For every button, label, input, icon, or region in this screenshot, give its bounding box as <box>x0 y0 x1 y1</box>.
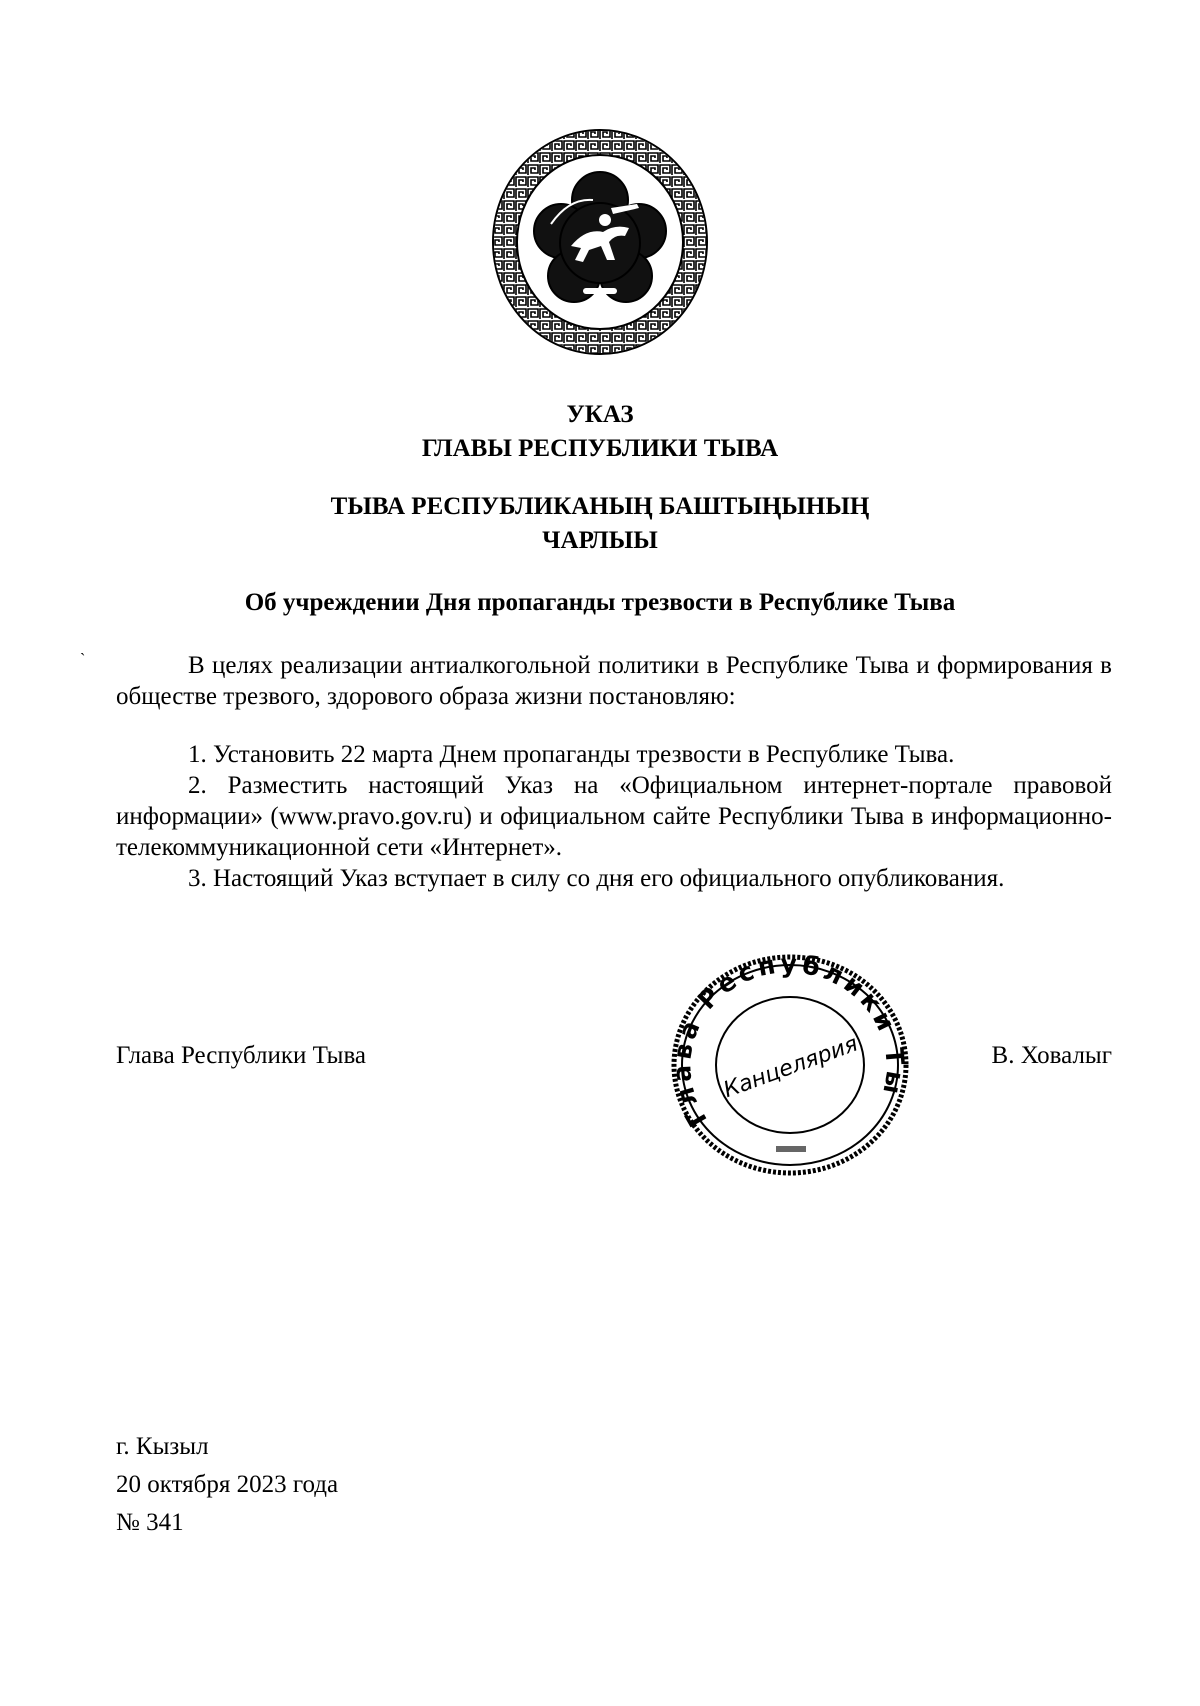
seal-ring-text: Глава Республики Ты <box>668 950 911 1132</box>
issuer-tuv: ТЫВА РЕСПУБЛИКАНЫҢ БАШТЫҢЫНЫҢ <box>330 493 870 520</box>
place-of-signing: г. Кызыл <box>116 1433 209 1460</box>
document-footer <box>116 1428 338 1542</box>
item-2: 2. Разместить настоящий Указ на «Официальном интернет-портале правовой информации» (www.pravo.gov.ru) и официальном сайте Республики Тыва в информационно-телекоммуникационной сети «Интернет». <box>116 772 1112 861</box>
document-body <box>116 650 1112 894</box>
document-number: № 341 <box>116 1509 184 1536</box>
signer-position: Глава Республики Тыва <box>116 1042 367 1069</box>
document-subject: Об учреждении Дня пропаганды трезвости в Республике Тыва <box>244 589 956 616</box>
seal-center-text: Канцелярия <box>720 1031 862 1104</box>
document-type-tuv: ЧАРЛЫЫ <box>542 527 658 554</box>
item-3: 3. Настоящий Указ вступает в силу со дня его официального опубликования. <box>188 865 1005 892</box>
item-1: 1. Установить 22 марта Днем пропаганды трезвости в Республике Тыва. <box>188 741 955 768</box>
signer-name: В. Ховалыг <box>991 1042 1112 1069</box>
issuer-ru: ГЛАВЫ РЕСПУБЛИКИ ТЫВА <box>421 435 779 462</box>
margin-mark: ˏ <box>80 639 86 656</box>
svg-text:Глава Республики Тыва <box>668 950 910 1132</box>
signing-date: 20 октября 2023 года <box>116 1471 339 1498</box>
preamble: В целях реализации антиалкогольной политики в Республике Тыва и формирования в обществе трезвого, здорового образа жизни постановляю: <box>116 652 1112 710</box>
coat-of-arms-icon <box>491 128 709 356</box>
official-seal <box>668 950 912 1180</box>
document-type-ru: УКАЗ <box>566 401 634 428</box>
